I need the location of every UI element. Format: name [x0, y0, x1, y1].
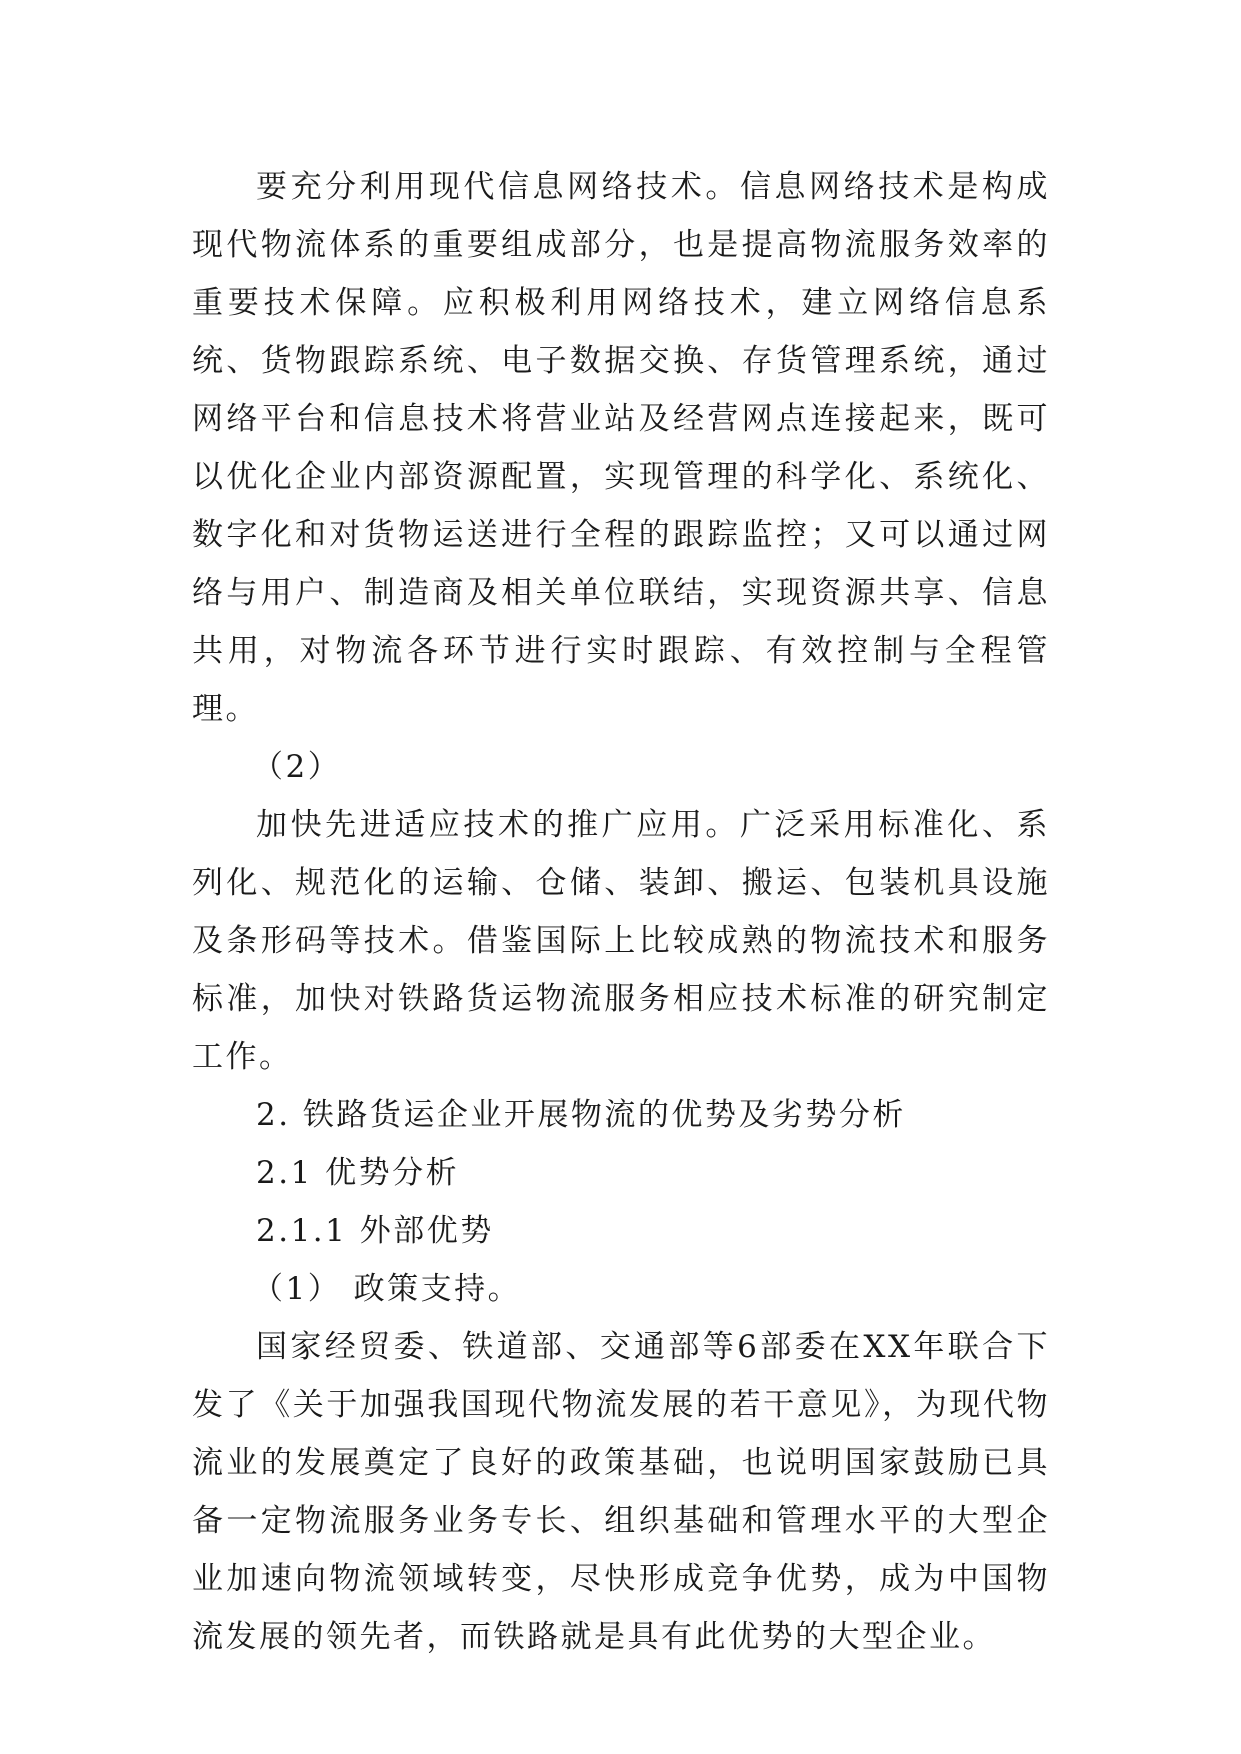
- paragraph-network-technology: 要充分利用现代信息网络技术。信息网络技术是构成现代物流体系的重要组成部分，也是提高物流服务效率的重要技术保障。应积极利用网络技术，建立网络信息系统、货物跟踪系统、电子数据交换、存货管理系统，通过网络平台和信息技术将营业站及经营网点连接起来，既可以优化企业内部资源配置，实现管理的科学化、系统化、数字化和对货物运送进行全程的跟踪监控；又可以通过网络与用户、制造商及相关单位联结，实现资源共享、信息共用，对物流各环节进行实时跟踪、有效控制与全程管理。: [192, 169, 1050, 727]
- item-policy-support: （1） 政策支持。: [252, 1271, 522, 1307]
- section-heading-2: 2. 铁路货运企业开展物流的优势及劣势分析: [256, 1097, 906, 1133]
- item-number-2: （2）: [252, 749, 342, 785]
- paragraph-policy-support: 国家经贸委、铁道部、交通部等6部委在XX年联合下发了《关于加强我国现代物流发展的若干意见》，为现代物流业的发展奠定了良好的政策基础，也说明国家鼓励已具备一定物流服务业务专长、组织基础和管理水平的大型企业加速向物流领域转变，尽快形成竞争优势，成为中国物流发展的领先者，而铁路就是具有此优势的大型企业。: [192, 1329, 1050, 1655]
- section-heading-2-1-1: 2.1.1 外部优势: [256, 1213, 494, 1249]
- section-heading-2-1: 2.1 优势分析: [256, 1155, 460, 1191]
- paragraph-advanced-technology: 加快先进适应技术的推广应用。广泛采用标准化、系列化、规范化的运输、仓储、装卸、搬运、包装机具设施及条形码等技术。借鉴国际上比较成熟的物流技术和服务标准，加快对铁路货运物流服务相应技术标准的研究制定工作。: [192, 807, 1050, 1075]
- document-body: [192, 158, 1050, 1666]
